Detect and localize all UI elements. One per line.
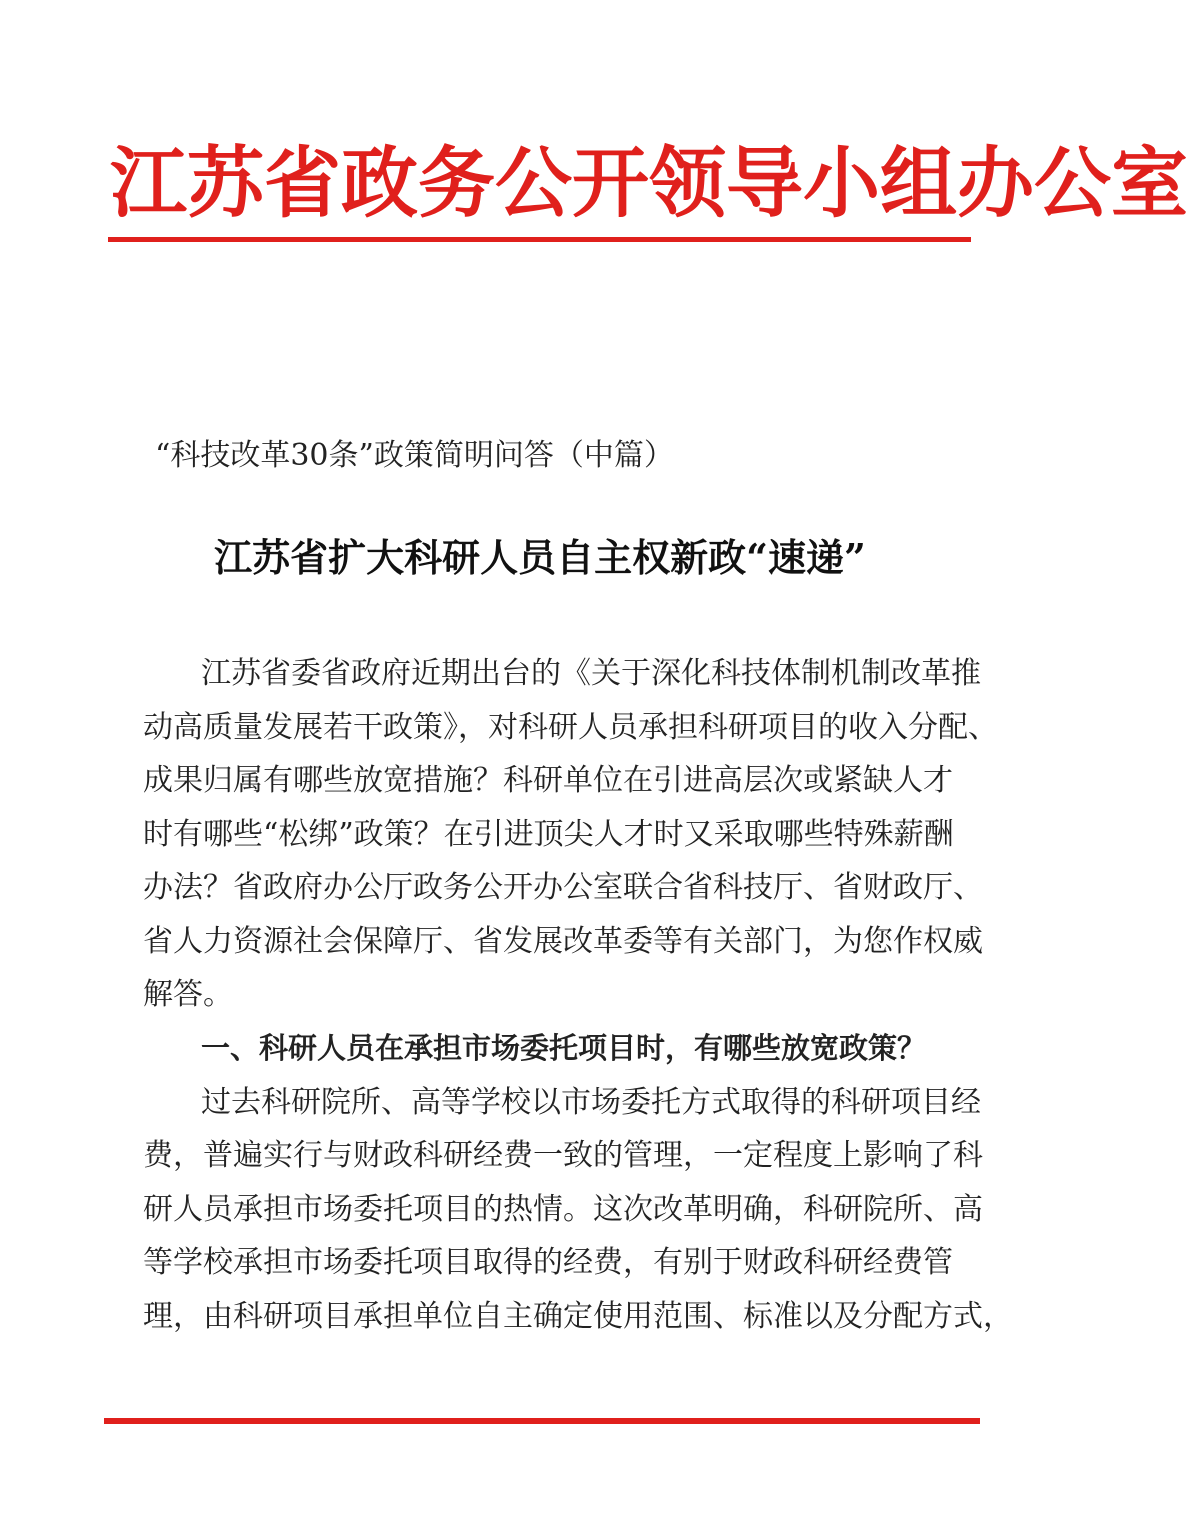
section-1	[143, 1022, 1013, 1343]
issuer-masthead: 江苏省政务公开领导小组办公室	[110, 139, 1188, 229]
paragraph-line: 解答。	[143, 977, 233, 1012]
paragraph-line: 省人力资源社会保障厅、省发展改革委等有关部门，为您作权威	[143, 923, 983, 959]
paragraph-line: 研人员承担市场委托项目的热情。这次改革明确，科研院所、高	[143, 1191, 983, 1227]
paragraph-line: 过去科研院所、高等学校以市场委托方式取得的科研项目经	[201, 1084, 981, 1120]
paragraph-line: 理，由科研项目承担单位自主确定使用范围、标准以及分配方式，	[143, 1298, 1013, 1334]
intro-paragraph	[143, 647, 998, 1022]
masthead-red-rule	[108, 237, 971, 242]
paragraph-line: 成果归属有哪些放宽措施？科研单位在引进高层次或紧缺人才	[143, 763, 953, 798]
paragraph-line: 时有哪些“松绑”政策？在引进顶尖人才时又采取哪些特殊薪酬	[143, 816, 954, 852]
footer-red-rule	[104, 1418, 980, 1424]
paragraph-line: 动高质量发展若干政策》，对科研人员承担科研项目的收入分配、	[143, 709, 998, 745]
paragraph-line: 办法？省政府办公厅政务公开办公室联合省科技厅、省财政厅、	[143, 870, 983, 905]
section-heading: 一、科研人员在承担市场委托项目时，有哪些放宽政策？	[201, 1031, 927, 1065]
document-subtitle: “科技改革30条”政策简明问答（中篇）	[155, 438, 674, 473]
paragraph-line: 等学校承担市场委托项目取得的经费，有别于财政科研经费管	[143, 1245, 953, 1280]
paragraph-line: 费，普遍实行与财政科研经费一致的管理，一定程度上影响了科	[143, 1138, 983, 1173]
document-title: 江苏省扩大科研人员自主权新政“速递”	[214, 535, 866, 580]
paragraph-line: 江苏省委省政府近期出台的《关于深化科技体制机制改革推	[201, 656, 981, 691]
